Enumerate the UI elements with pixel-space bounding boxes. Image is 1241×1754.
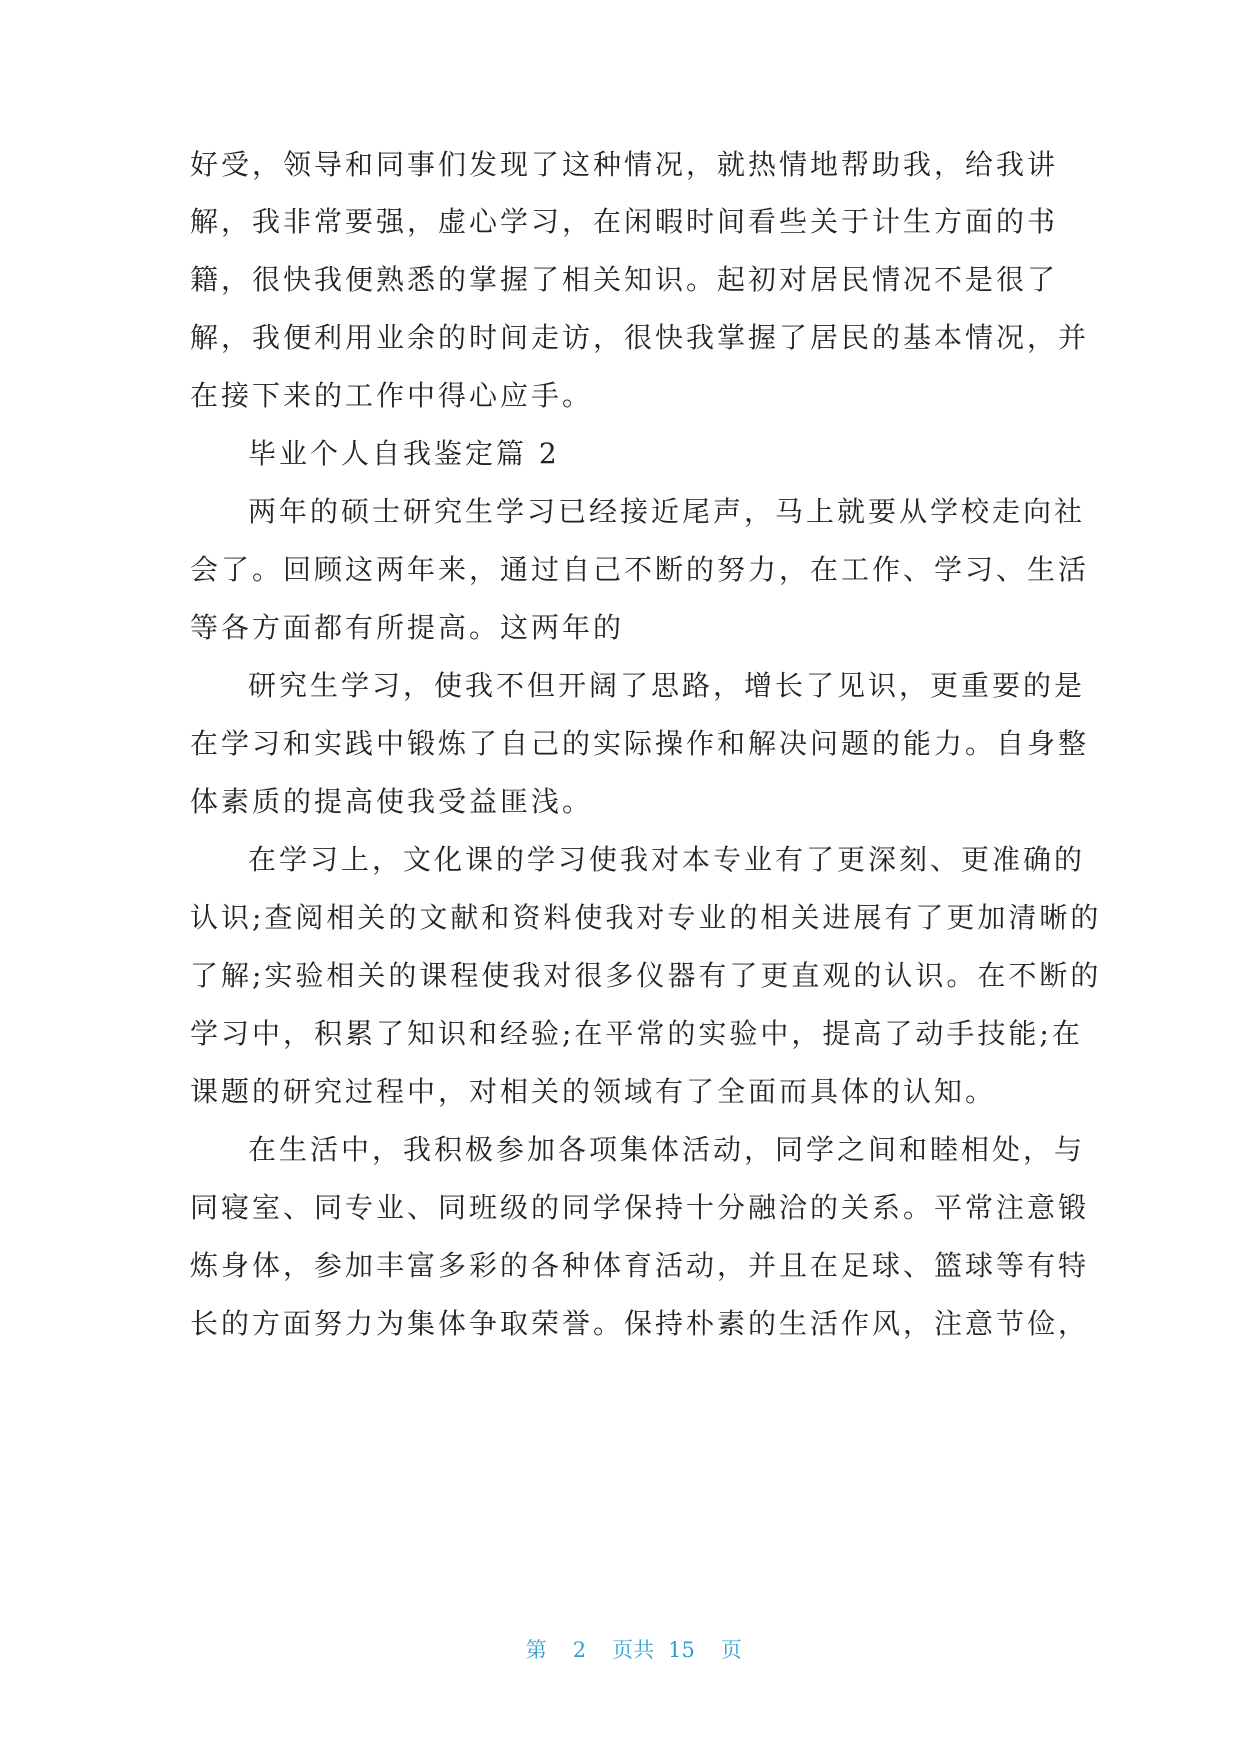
text-line: 研究生学习，使我不但开阔了思路，增长了见识，更重要的是 [248, 669, 1086, 702]
text-line: 等各方面都有所提高。这两年的 [190, 611, 625, 644]
text-line: 长的方面努力为集体争取荣誉。保持朴素的生活作风，注意节俭， [190, 1307, 1090, 1340]
page-label-suffix: 页 [720, 1638, 742, 1662]
page-label-prefix: 第 [525, 1638, 547, 1662]
text-line: 好受，领导和同事们发现了这种情况，就热情地帮助我，给我讲 [190, 148, 1059, 181]
text-line: 在生活中，我积极参加各项集体活动，同学之间和睦相处，与 [248, 1133, 1086, 1166]
text-line: 在学习上，文化课的学习使我对本专业有了更深刻、更准确的 [248, 843, 1086, 876]
total-pages-number: 15 [668, 1638, 695, 1662]
text-line: 解，我便利用业余的时间走访，很快我掌握了居民的基本情况，并 [190, 321, 1090, 354]
page-label-mid: 页共 [612, 1638, 655, 1662]
text-line: 在学习和实践中锻炼了自己的实际操作和解决问题的能力。自身整 [190, 727, 1090, 760]
text-line: 会了。回顾这两年来，通过自己不断的努力，在工作、学习、生活 [190, 553, 1090, 586]
text-line: 炼身体，参加丰富多彩的各种体育活动，并且在足球、篮球等有特 [190, 1249, 1090, 1282]
text-line: 两年的硕士研究生学习已经接近尾声，马上就要从学校走向社 [248, 495, 1086, 528]
text-line: 学习中，积累了知识和经验;在平常的实验中，提高了动手技能;在 [190, 1017, 1083, 1050]
text-line: 同寝室、同专业、同班级的同学保持十分融洽的关系。平常注意锻 [190, 1191, 1090, 1224]
current-page-number: 2 [572, 1638, 587, 1662]
text-line: 课题的研究过程中，对相关的领域有了全面而具体的认知。 [190, 1075, 997, 1108]
text-line: 了解;实验相关的课程使我对很多仪器有了更直观的认识。在不断的 [190, 959, 1102, 992]
text-line: 在接下来的工作中得心应手。 [190, 379, 594, 412]
text-line: 解，我非常要强，虚心学习，在闲暇时间看些关于计生方面的书 [190, 205, 1059, 238]
page-number-footer [0, 1610, 1241, 1688]
text-line: 籍，很快我便熟悉的掌握了相关知识。起初对居民情况不是很了 [190, 263, 1059, 296]
section-heading: 毕业个人自我鉴定篇 2 [248, 437, 560, 470]
text-line: 认识;查阅相关的文献和资料使我对专业的相关进展有了更加清晰的 [190, 901, 1102, 934]
text-line: 体素质的提高使我受益匪浅。 [190, 785, 594, 818]
